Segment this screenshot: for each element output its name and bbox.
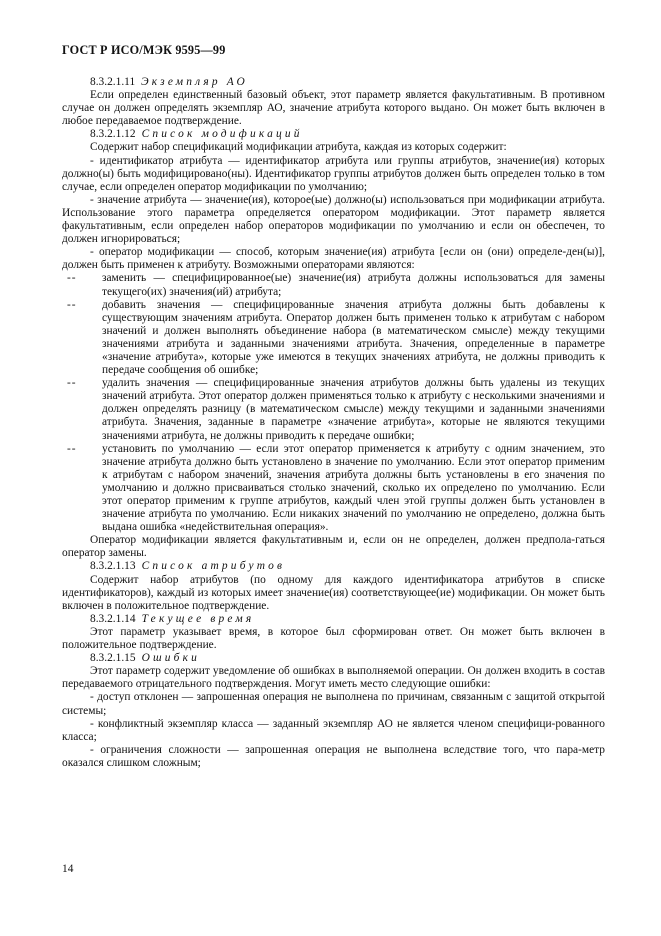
section-title: Экземпляр АО — [141, 76, 248, 88]
paragraph: Этот параметр содержит уведомление об ошибках в выполняемой операции. Он должен входить в состав передаваемого отрицательного подтверждения. Могут иметь место следующие ошибки: — [62, 665, 605, 691]
list-item — [62, 377, 605, 442]
paragraph: Этот параметр указывает время, в которое был сформирован ответ. Он может быть включен в положительное подтверждение. — [62, 625, 605, 652]
paragraph: - ограничения сложности — запрошенная операция не выполнена вследствие того, что пара-метр оказался слишком сложным; — [62, 743, 605, 769]
page-number: 14 — [62, 863, 74, 875]
section-number: 8.3.2.1.11 — [90, 76, 136, 88]
dash-marker: -- — [67, 298, 77, 311]
section-number: 8.3.2.1.14 — [90, 612, 136, 625]
paragraph: - значение атрибута — значение(ия), которое(ые) должно(ы) использоваться при модификации атрибута. Использование этого параметра определяется оператором модификации. Этот параметр является факультативным, если определен набор операторов модификации по умолчанию и если он обеспечен, то должен игнорироваться; — [62, 193, 605, 246]
paragraph: - доступ отклонен — запрошенная операция не выполнена по причинам, связанным с защитой открытой системы; — [62, 691, 605, 717]
paragraph: Оператор модификации является факультативным и, если он не определен, должен предпола-гаться оператор замены. — [62, 534, 605, 560]
section-number: 8.3.2.1.15 — [90, 652, 136, 665]
list-item-text: установить по умолчанию — если этот оператор применяется к атрибуту с одним значением, это значение атрибута должно быть установлено в значение по умолчанию. Если этот оператор применим к атрибутам с набором значений, значения атрибута должны быть установлены в его значения по умолчанию и должно присваиваться столько значений, сколько их определено по умолчанию. Если этот оператор применим к группе атрибутов, каждый член этой группы должен быть установлен в значение атрибута по умолчанию. Если никаких значений по умолчанию не определено, должна быть выдана ошибка «недействительная операция». — [102, 442, 605, 534]
list-item-text: заменить — специфицированное(ые) значение(ия) атрибута должны использоваться для замены текущего(их) значения(ий) атрибута; — [102, 272, 605, 298]
paragraph: - идентификатор атрибута — идентификатор атрибута или группы атрибутов, значение(ия) которых должно(ы) быть модифицировано(ны). Идентификатор группы атрибутов должен быть определен только в том случае, если определен оператор модификации по умолчанию; — [62, 154, 605, 193]
paragraph: - конфликтный экземпляр класса — заданный экземпляр АО не является членом специфици-рованного класса; — [62, 717, 605, 743]
list-item-text: добавить значения — специфицированные значения атрибута должны быть добавлены к существующим значениям атрибута. Оператор должен быть применен только к атрибутам с набором значений и должен выполнять объединение набора (в математическом смысле) между текущими значениями атрибута и заданными значениями атрибута. Значения, определенные в параметре «значение атрибута», которые уже имеются в текущих значениях атрибута, не должны приводить к передаче сообщения об ошибке; — [102, 298, 605, 377]
section-title: Список модификаций — [141, 128, 303, 141]
list-item-text: удалить значения — специфицированные значения атрибутов должны быть удалены из текущих значений атрибута. Этот оператор должен применяться только к атрибуту с несколькими значениями и должен определять разницу (в математическом смысле) между текущими и заданными значениями атрибута. Значения, заданные в параметре «значение атрибута», которые не являются текущими значениями атрибута, не должны приводить к передаче ошибки; — [102, 377, 605, 442]
standard-header: ГОСТ Р ИСО/МЭК 9595—99 — [62, 43, 226, 57]
section-heading — [90, 560, 605, 573]
paragraph: Содержит набор атрибутов (по одному для каждого идентификатора атрибутов в списке идентификаторов), каждый из которых имеет значение(ия) соответствующее(ие) модификации. Он может быть включен в положительное подтверждение. — [62, 573, 605, 612]
section-title: Текущее время — [141, 612, 255, 625]
dash-marker: -- — [67, 272, 77, 285]
section-title: Ошибки — [141, 652, 201, 665]
document-body — [62, 76, 605, 770]
list-item — [62, 443, 605, 535]
list-item — [62, 299, 605, 378]
paragraph: Содержит набор спецификаций модификации атрибута, каждая из которых содержит: — [90, 141, 507, 154]
section-number: 8.3.2.1.12 — [90, 128, 136, 141]
section-heading — [90, 613, 605, 626]
section-number: 8.3.2.1.13 — [90, 560, 136, 573]
paragraph: - оператор модификации — способ, которым значение(ия) атрибута [если он (они) определе-ден(ы)], должен быть применен к атрибуту. Возможными операторами являются: — [62, 246, 605, 272]
section-heading — [90, 76, 605, 89]
section-heading — [90, 652, 605, 665]
paragraph: Если определен единственный базовый объект, этот параметр является факультативным. В противном случае он должен определять экземпляр АО, значение атрибута которого выдано. Он может быть включен в любое передаваемое подтверждение. — [62, 89, 605, 128]
section-heading — [90, 128, 605, 141]
dash-marker: -- — [67, 377, 77, 390]
list-item — [62, 272, 605, 298]
dash-marker: -- — [67, 442, 77, 455]
section-title: Список атрибутов — [141, 560, 286, 573]
